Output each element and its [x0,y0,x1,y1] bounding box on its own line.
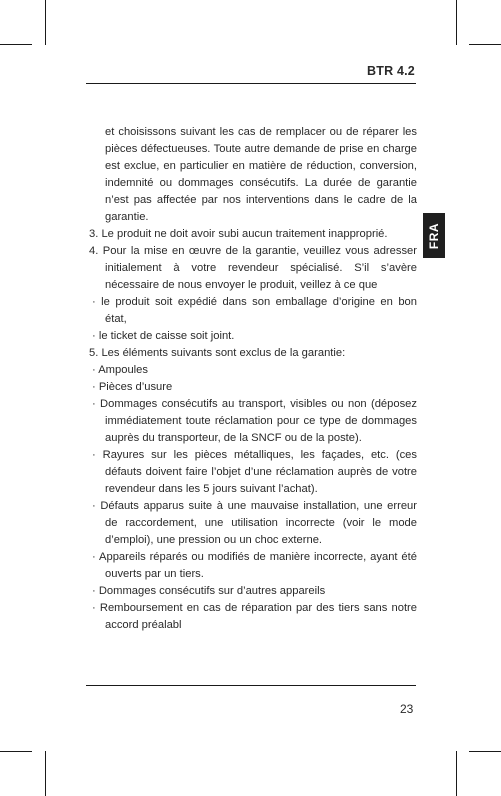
list-item-4: 4. Pour la mise en œuvre de la garantie, veuillez vous adresser initialement à votre revendeur spécialisé. S’il s’avère nécessaire de nous envoyer le produit, veillez à ce que [89,245,417,291]
bullet-item: · Dommages consécutifs au transport, visibles ou non (déposez immédiatement toute réclamation pour ce type de dommages auprès du transporteur, de la SNCF ou de la poste). [92,398,417,444]
language-tab [423,213,445,258]
crop-mark [45,751,46,796]
crop-mark [456,751,457,796]
bullet-item: · Défauts apparus suite à une mauvaise installation, une erreur de raccordement, une utilisation incorrecte (voir le mode d’emploi), une pression ou un choc externe. [92,500,417,546]
model-header: BTR 4.2 [367,64,415,78]
footer-rule [86,685,416,686]
list-item-3: 3. Le produit ne doit avoir subi aucun traitement inapproprié. [89,228,388,240]
bullet-item: · Appareils réparés ou modifiés de manière incorrecte, ayant été ouverts par un tiers. [92,551,417,580]
crop-mark [469,751,501,752]
bullet-item: · Ampoules [92,364,148,376]
language-tab-label: FRA [427,222,441,249]
list-item-5: 5. Les éléments suivants sont exclus de la garantie: [89,347,346,359]
bullet-item: · Dommages consécutifs sur d’autres appareils [92,585,326,597]
bullet-item: · le ticket de caisse soit joint. [92,330,235,342]
crop-mark [45,0,46,45]
bullet-item: · Rayures sur les pièces métalliques, les façades, etc. (ces défauts doivent faire l’objet d’une réclamation auprès de votre revendeur dans les 5 jours suivant l’achat). [92,449,417,495]
bullet-item: · le produit soit expédié dans son emballage d’origine en bon état, [92,296,417,325]
crop-mark [469,44,501,45]
header-rule [86,83,416,84]
continuation-paragraph: et choisissons suivant les cas de remplacer ou de réparer les pièces défectueuses. Toute autre demande de prise en charge est exclue, en particulier en matière de réduction, conversion, indemnité ou dommages consécutifs. La durée de garantie n’est pas affectée par nos interventions dans le cadre de la garantie. [105,126,417,223]
crop-mark [0,751,32,752]
crop-mark [456,0,457,45]
bullet-item: · Pièces d’usure [92,381,173,393]
page-number: 23 [400,702,414,716]
bullet-item: · Remboursement en cas de réparation par des tiers sans notre accord préalabl [92,602,417,631]
warranty-text [85,124,417,634]
crop-mark [0,44,32,45]
